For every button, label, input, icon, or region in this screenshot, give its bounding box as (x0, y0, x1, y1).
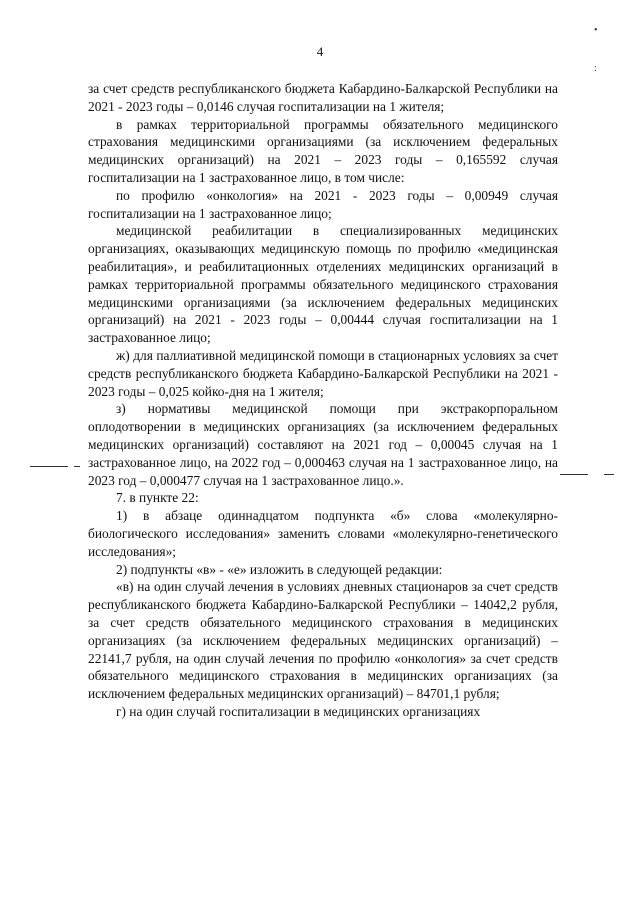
page-number: 4 (316, 44, 324, 59)
margin-mark-colon: : (594, 63, 597, 74)
margin-scan-line (604, 474, 614, 475)
paragraph: з) нормативы медицинской помощи при экстракорпоральном оплодотворении в медицинских организациях (за исключением федеральных медицинских организаций) составляют на 2021 год – 0,00045 случая на 1 застрахованное лицо, на 2022 год – 0,000463 случая на 1 застрахованное лицо, на 2023 год – 0,000477 случая на 1 застрахованное лицо.». (88, 401, 558, 488)
paragraph: 2) подпункты «в» - «е» изложить в следующей редакции: (116, 561, 443, 577)
paragraph: 7. в пункте 22: (116, 490, 199, 506)
paragraph: в рамках территориальной программы обязательного медицинского страхования медицинскими организациями (за исключением федеральных медицинских организаций) на 2021 – 2023 годы – 0,165592 случая госпитализации на 1 застрахованное лицо, в том числе: (88, 116, 558, 185)
margin-scan-line (560, 474, 588, 475)
paragraph: «в) на один случай лечения в условиях дневных стационаров за счет средств республиканского бюджета Кабардино-Балкарской Республики – 14042,2 рубля, за счет средств обязательного медицинского страхования в медицинских организациях (за исключением федеральных медицинских организаций) – 22141,7 рубля, на один случай лечения по профилю «онкология» за счет средств обязательного медицинского страхования в медицинских организациях (за исключением федеральных медицинских организаций) – 84701,1 рубля; (88, 579, 558, 702)
margin-scan-line (74, 466, 80, 467)
margin-mark-dot: • (594, 25, 598, 36)
paragraph: медицинской реабилитации в специализированных медицинских организациях, оказывающих медицинскую помощь по профилю «медицинская реабилитация», и реабилитационных отделениях медицинских организаций в рамках территориальной программы обязательного медицинского страхования медицинскими организациями (за исключением федеральных медицинских организаций) на 2021 - 2023 годы – 0,00444 случая госпитализации на 1 застрахованное лицо; (88, 223, 558, 346)
paragraph: 1) в абзаце одиннадцатом подпункта «б» слова «молекулярно-биологического исследования» заменить словами «молекулярно-генетического исследования»; (88, 508, 558, 559)
paragraph: ж) для паллиативной медицинской помощи в стационарных условиях за счет средств республиканского бюджета Кабардино-Балкарской Республики на 2021 - 2023 годы – 0,025 койко-дня на 1 жителя; (88, 347, 558, 399)
document-body (88, 80, 558, 721)
margin-scan-line (30, 466, 68, 467)
paragraph: г) на один случай госпитализации в медицинских организациях (116, 703, 481, 719)
paragraph: по профилю «онкология» на 2021 - 2023 годы – 0,00949 случая госпитализации на 1 застрахованное лицо; (88, 187, 558, 221)
paragraph: за счет средств республиканского бюджета Кабардино-Балкарской Республики на 2021 - 2023 годы – 0,0146 случая госпитализации на 1 жителя; (88, 81, 558, 114)
